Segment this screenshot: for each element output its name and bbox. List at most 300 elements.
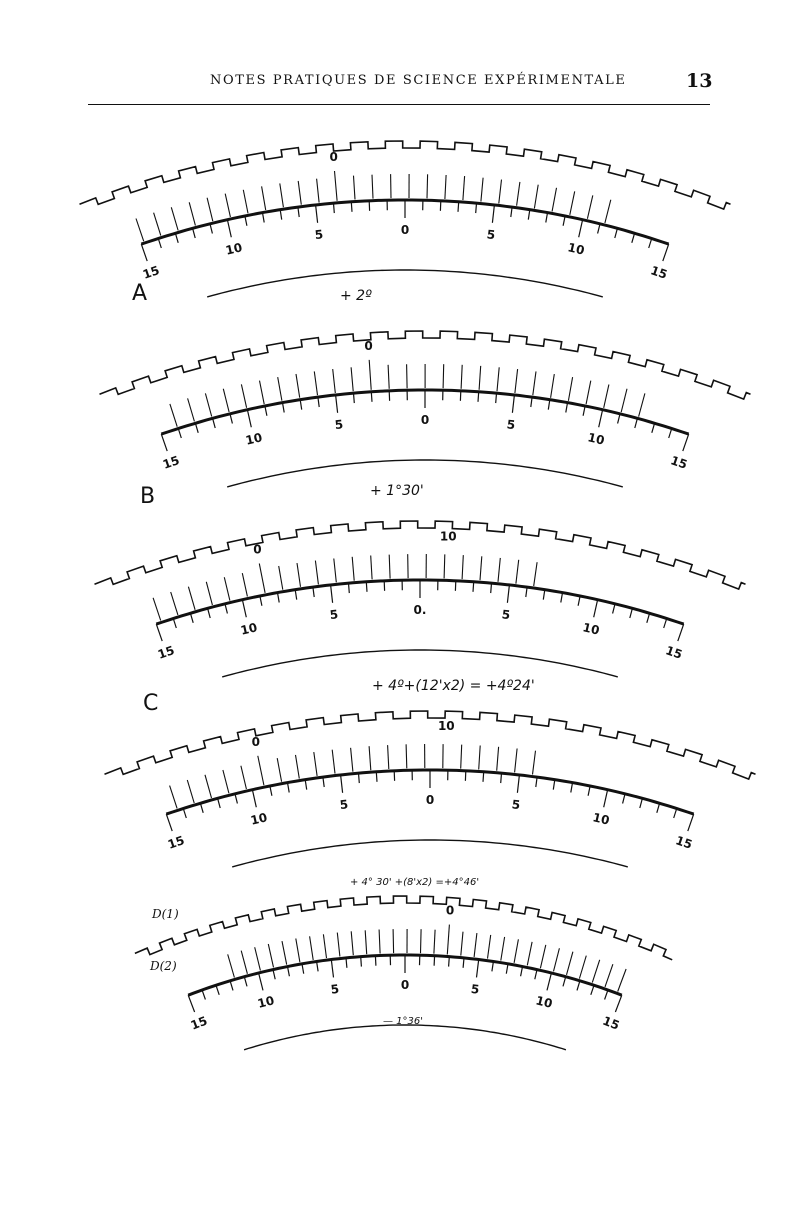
figure-label: A	[132, 281, 148, 306]
main-scale-tick	[259, 973, 263, 990]
vernier-tick	[136, 219, 144, 242]
vernier-tick	[317, 179, 320, 203]
main-scale-tick	[200, 803, 203, 813]
vernier-tick	[586, 381, 591, 405]
vernier-tick	[516, 560, 519, 584]
main-scale-tick	[280, 210, 282, 220]
main-scale-tick	[476, 203, 477, 213]
main-scale-number: 0	[400, 223, 410, 237]
main-scale-tick	[492, 962, 494, 972]
vernier-tick	[332, 750, 335, 774]
vernier-figure-d1	[105, 711, 756, 921]
vernier-tick	[242, 573, 247, 596]
figure-label: D(1)	[152, 907, 179, 921]
main-scale-number: 10	[256, 993, 276, 1011]
vernier-tick	[278, 377, 282, 401]
vernier-tick	[223, 389, 229, 412]
vernier-tick	[498, 558, 500, 582]
main-scale-number: 10	[581, 620, 601, 638]
vernier-tick	[241, 951, 247, 974]
vernier-tick	[296, 374, 300, 398]
vernier-tick	[351, 931, 353, 955]
main-scale-number: 5	[470, 981, 481, 997]
vernier-tick	[280, 183, 284, 207]
main-scale-tick	[547, 973, 551, 990]
main-scale-tick	[175, 233, 178, 243]
main-scale-number: 5	[486, 227, 496, 243]
vernier-tick	[334, 559, 337, 583]
reading-note: — 1°36'	[383, 1016, 424, 1027]
main-scale-number: 0	[425, 793, 435, 807]
vernier-tick	[445, 175, 446, 199]
main-scale-number: 10	[566, 240, 586, 258]
main-scale-tick	[302, 964, 304, 974]
main-scale-tick	[588, 786, 590, 796]
main-scale-tick	[678, 624, 684, 641]
vernier-tick	[427, 174, 428, 198]
main-scale-tick	[594, 600, 598, 618]
main-scale-number: 15	[140, 263, 162, 282]
main-scale-tick	[161, 434, 167, 451]
main-scale-number: 0.	[413, 603, 427, 617]
main-scale-tick	[346, 958, 347, 968]
vernier-tick	[527, 942, 532, 966]
main-scale-tick	[577, 981, 580, 991]
vernier-tick	[552, 188, 556, 212]
vernier-tick	[279, 566, 283, 590]
main-scale-tick	[331, 960, 333, 978]
vernier-ten-label: 10	[439, 529, 457, 544]
vernier-tick	[333, 369, 336, 393]
main-scale-tick	[579, 220, 583, 238]
main-scale-tick	[213, 418, 216, 428]
vernier-tick	[188, 398, 195, 421]
main-scale-number: 10	[239, 620, 259, 638]
vernier-tick	[570, 191, 575, 215]
vernier-tick	[255, 947, 261, 970]
main-scale-number: 5	[314, 227, 324, 243]
main-scale-tick	[546, 213, 548, 223]
vernier-tick	[228, 954, 235, 977]
main-scale-tick	[252, 790, 256, 808]
vernier-tick	[605, 964, 613, 987]
main-scale-tick	[336, 395, 338, 413]
main-scale-tick	[473, 582, 474, 592]
main-scale-tick	[141, 244, 147, 261]
main-scale-tick	[630, 608, 633, 618]
main-scale-tick	[478, 392, 479, 402]
vernier-tick	[534, 562, 537, 586]
vernier-figure-b	[100, 331, 751, 509]
vernier-tick	[515, 749, 518, 773]
vernier-figure-a	[80, 141, 731, 306]
vernier-tick	[351, 748, 353, 772]
vernier-tick	[514, 939, 518, 963]
vernier-tick	[388, 745, 389, 769]
main-scale-number: 15	[165, 833, 187, 852]
main-scale-number: 5	[329, 607, 339, 623]
vernier-tick	[225, 194, 230, 217]
main-scale-tick	[318, 397, 319, 407]
main-scale-tick	[458, 202, 459, 212]
figure-label: B	[140, 484, 156, 509]
vernier-tick	[461, 932, 463, 956]
vernier-tick	[296, 939, 300, 963]
vernier-tick	[587, 195, 592, 218]
main-scale-tick	[354, 393, 355, 403]
vernier-tick	[551, 374, 555, 398]
main-scale-number: 10	[224, 240, 244, 258]
main-scale-number: 0	[420, 413, 430, 427]
vernier-tick	[369, 360, 371, 390]
main-scale-tick	[359, 773, 360, 783]
main-scale-tick	[563, 216, 565, 226]
main-scale-tick	[305, 780, 307, 790]
vernier-tick	[351, 367, 353, 391]
main-scale-tick	[543, 590, 545, 600]
vernier-tick	[479, 366, 481, 390]
page-header-title: NOTES PRATIQUES DE SCIENCE EXPÉRIMENTALE	[210, 73, 627, 88]
main-scale-tick	[553, 780, 555, 790]
vernier-figure-c	[95, 521, 746, 716]
vernier-tick	[533, 751, 536, 775]
main-scale-tick	[598, 224, 600, 234]
main-scale-number: 15	[160, 453, 182, 472]
vernier-zero-label: 0	[253, 542, 262, 557]
vernier-tick	[170, 404, 177, 427]
main-scale-tick	[270, 786, 272, 796]
main-scale-tick	[158, 239, 161, 249]
main-scale-tick	[501, 773, 502, 783]
vernier-tick	[579, 956, 586, 979]
vernier-tick	[618, 969, 626, 992]
main-scale-tick	[531, 397, 532, 407]
vernier-zero-label: 0	[251, 735, 260, 749]
vernier-tick	[499, 180, 502, 204]
vernier-tick	[567, 952, 573, 975]
vernier-tick	[205, 775, 212, 798]
vernier-tick	[298, 181, 301, 205]
main-scale-tick	[371, 392, 372, 402]
vernier-tick	[365, 930, 367, 954]
main-scale-tick	[178, 429, 181, 439]
main-scale-tick	[218, 798, 221, 808]
vernier-tick	[393, 929, 394, 953]
vernier-tick	[554, 948, 560, 971]
reading-note: + 4º+(12'x2) = +4º24'	[372, 678, 535, 694]
main-scale-tick	[491, 583, 492, 593]
main-scale-tick	[591, 985, 594, 995]
vernier-tick	[480, 556, 482, 580]
inner-arc	[207, 270, 603, 297]
main-scale-number: 5	[506, 417, 516, 433]
vernier-tick	[372, 175, 373, 199]
main-scale-tick	[657, 803, 660, 813]
vernier-tick	[479, 746, 481, 770]
inner-arc	[227, 460, 623, 487]
vernier-tick	[406, 744, 407, 768]
main-scale-tick	[492, 205, 494, 223]
vernier-tick	[462, 555, 463, 579]
vernier-tick	[481, 178, 483, 202]
main-scale-tick	[507, 585, 509, 603]
vernier-tick	[282, 941, 287, 965]
main-scale-tick	[242, 600, 246, 618]
vernier-tick	[444, 554, 445, 578]
main-scale-tick	[235, 794, 237, 804]
main-scale-tick	[635, 418, 638, 428]
main-scale-tick	[578, 596, 580, 606]
vernier-zero-label: 0	[364, 338, 373, 353]
main-scale-tick	[341, 775, 343, 793]
main-scale-tick	[604, 790, 608, 808]
main-scale-tick	[317, 962, 319, 972]
inner-arc	[244, 1025, 566, 1050]
vernier-tick	[534, 185, 538, 209]
main-scale-tick	[583, 406, 585, 416]
vernier-figure-d2	[135, 896, 672, 1050]
vernier-tick	[224, 577, 230, 600]
main-scale-number: 15	[600, 1013, 622, 1033]
main-scale-tick	[349, 583, 350, 593]
main-scale-tick	[496, 393, 497, 403]
main-scale-tick	[316, 205, 318, 223]
main-scale-tick	[663, 244, 669, 261]
main-scale-tick	[263, 213, 265, 223]
main-scale-tick	[521, 967, 523, 977]
vernier-tick	[488, 935, 491, 959]
main-scale-number: 15	[673, 833, 695, 852]
vernier-zero-label: 0	[445, 903, 455, 918]
vernier-tick	[501, 937, 505, 961]
vernier-tick	[206, 582, 212, 605]
vernier-tick	[604, 385, 609, 408]
vernier-tick	[407, 364, 408, 388]
main-scale-tick	[298, 207, 299, 217]
main-scale-tick	[247, 410, 251, 428]
vernier-tick	[388, 365, 389, 389]
vernier-tick	[421, 929, 422, 953]
main-scale-tick	[227, 220, 231, 238]
vernier-tick	[474, 933, 477, 957]
vernier-tick	[337, 933, 340, 957]
vernier-tick	[379, 930, 380, 954]
main-scale-tick	[334, 203, 335, 213]
main-scale-tick	[664, 619, 667, 629]
main-scale-number: 0	[400, 978, 410, 992]
vernier-tick	[461, 365, 462, 389]
vernier-tick	[323, 934, 326, 958]
main-scale-tick	[506, 964, 508, 974]
main-scale-tick	[477, 960, 479, 978]
vernier-tick	[223, 770, 229, 793]
main-scale-number: 10	[249, 810, 269, 828]
reading-note: + 2º	[340, 288, 372, 304]
vernier-tick	[354, 176, 356, 200]
main-scale-number: 10	[586, 430, 606, 448]
vernier-tick	[517, 182, 520, 206]
main-scale-number: 15	[668, 453, 690, 472]
vernier-tick	[639, 393, 645, 416]
gear-teeth-ring	[135, 896, 672, 960]
vernier-tick	[540, 945, 545, 968]
main-scale-tick	[195, 423, 198, 433]
main-scale-tick	[526, 587, 527, 597]
main-scale-tick	[548, 400, 550, 410]
main-scale-tick	[278, 593, 280, 603]
vernier-tick	[297, 563, 301, 587]
vernier-tick	[171, 592, 178, 615]
vernier-ten-label: 10	[437, 719, 455, 734]
main-scale-number: 10	[244, 430, 264, 448]
main-scale-tick	[483, 772, 484, 782]
main-scale-tick	[173, 619, 176, 629]
main-scale-number: 10	[534, 993, 554, 1011]
main-scale-tick	[652, 423, 655, 433]
main-scale-number: 10	[591, 810, 611, 828]
main-scale-tick	[366, 582, 367, 592]
main-scale-tick	[188, 995, 194, 1012]
vernier-tick	[296, 755, 300, 779]
vernier-tick	[277, 758, 281, 782]
main-scale-tick	[202, 990, 205, 999]
vernier-zero-label: 0	[329, 150, 338, 164]
main-scale-tick	[273, 970, 275, 980]
main-scale-tick	[193, 228, 196, 238]
main-scale-tick	[245, 216, 247, 226]
vernier-tick	[262, 186, 266, 210]
main-scale-tick	[244, 977, 247, 987]
vernier-tick	[592, 960, 599, 983]
figure-label: C	[143, 691, 159, 716]
main-scale-number: 5	[501, 607, 511, 623]
main-scale-tick	[216, 985, 219, 995]
vernier-tick	[171, 207, 178, 230]
main-scale-tick	[571, 783, 573, 793]
main-scale-tick	[190, 613, 193, 623]
inner-arc	[232, 840, 628, 867]
main-scale-number: 5	[511, 797, 521, 813]
main-scale-tick	[375, 956, 376, 966]
main-scale-tick	[166, 814, 172, 831]
main-scale-tick	[331, 585, 333, 603]
vernier-tick	[497, 367, 499, 391]
main-scale-tick	[669, 429, 672, 439]
vernier-tick	[335, 171, 338, 201]
main-scale-tick	[615, 228, 618, 238]
main-scale-tick	[683, 434, 689, 451]
main-scale-tick	[618, 414, 620, 424]
main-scale-tick	[536, 777, 537, 787]
main-scale-tick	[449, 957, 450, 967]
main-scale-tick	[599, 410, 603, 428]
main-scale-tick	[615, 995, 621, 1012]
vernier-tick	[170, 786, 178, 809]
main-scale-tick	[563, 977, 566, 987]
main-scale-number: 5	[339, 797, 349, 813]
main-scale-tick	[674, 809, 677, 819]
main-scale-tick	[351, 202, 352, 212]
vernier-tick	[243, 190, 248, 214]
vernier-tick	[463, 176, 465, 200]
main-scale-number: 5	[329, 981, 340, 997]
main-scale-tick	[295, 590, 297, 600]
main-scale-tick	[230, 414, 232, 424]
main-scale-tick	[535, 970, 537, 980]
main-scale-tick	[323, 777, 324, 787]
main-scale-tick	[647, 613, 650, 623]
main-scale-number: 15	[155, 643, 177, 662]
vernier-tick	[568, 377, 572, 401]
main-scale-tick	[649, 239, 652, 249]
main-scale-tick	[434, 956, 435, 966]
reading-note: + 4° 30' +(8'x2) =+4°46'	[350, 877, 480, 888]
vernier-tick	[314, 752, 317, 776]
vernier-tick	[352, 557, 354, 581]
main-scale-number: 15	[663, 643, 685, 662]
vernier-tick	[268, 944, 273, 967]
vernier-tick	[153, 598, 161, 621]
vernier-tick	[259, 564, 265, 593]
main-scale-tick	[361, 957, 362, 967]
main-scale-tick	[463, 958, 464, 968]
main-scale-tick	[566, 403, 568, 413]
main-scale-tick	[561, 593, 563, 603]
main-scale-tick	[288, 967, 290, 977]
vernier-tick	[241, 384, 246, 407]
vernier-tick	[533, 371, 536, 395]
main-scale-tick	[183, 809, 186, 819]
vernier-tick	[447, 925, 449, 955]
main-scale-tick	[376, 772, 377, 782]
page-number: 13	[686, 70, 713, 92]
main-scale-tick	[230, 981, 233, 991]
vernier-tick	[515, 369, 518, 393]
main-scale-tick	[640, 798, 643, 808]
vernier-tick	[187, 780, 194, 803]
main-scale-tick	[511, 207, 512, 217]
vernier-tick	[369, 746, 371, 770]
main-scale-tick	[288, 783, 290, 793]
vernier-tick	[154, 213, 161, 236]
main-scale-number: 15	[648, 263, 670, 282]
main-scale-tick	[210, 224, 212, 234]
vernier-tick	[258, 756, 264, 785]
vernier-tick	[371, 556, 372, 580]
vernier-tick	[310, 936, 314, 960]
main-scale-tick	[283, 403, 285, 413]
reading-note: + 1°30'	[370, 483, 424, 499]
main-scale-tick	[225, 604, 227, 614]
main-scale-tick	[632, 233, 635, 243]
main-scale-number: 5	[334, 417, 344, 433]
vernier-tick	[434, 930, 435, 954]
vernier-tick	[621, 389, 627, 412]
main-scale-tick	[605, 990, 608, 999]
vernier-tick	[205, 393, 211, 416]
vernier-tick	[497, 747, 499, 771]
vernier-tick	[314, 371, 317, 395]
main-scale-tick	[517, 775, 519, 793]
main-scale-tick	[156, 624, 162, 641]
vernier-tick	[188, 587, 195, 610]
inner-arc	[222, 650, 618, 677]
main-scale-tick	[265, 406, 267, 416]
vernier-tick	[241, 766, 247, 789]
main-scale-tick	[313, 587, 314, 597]
vernier-tick	[443, 364, 444, 388]
vernier-tick	[389, 555, 390, 579]
